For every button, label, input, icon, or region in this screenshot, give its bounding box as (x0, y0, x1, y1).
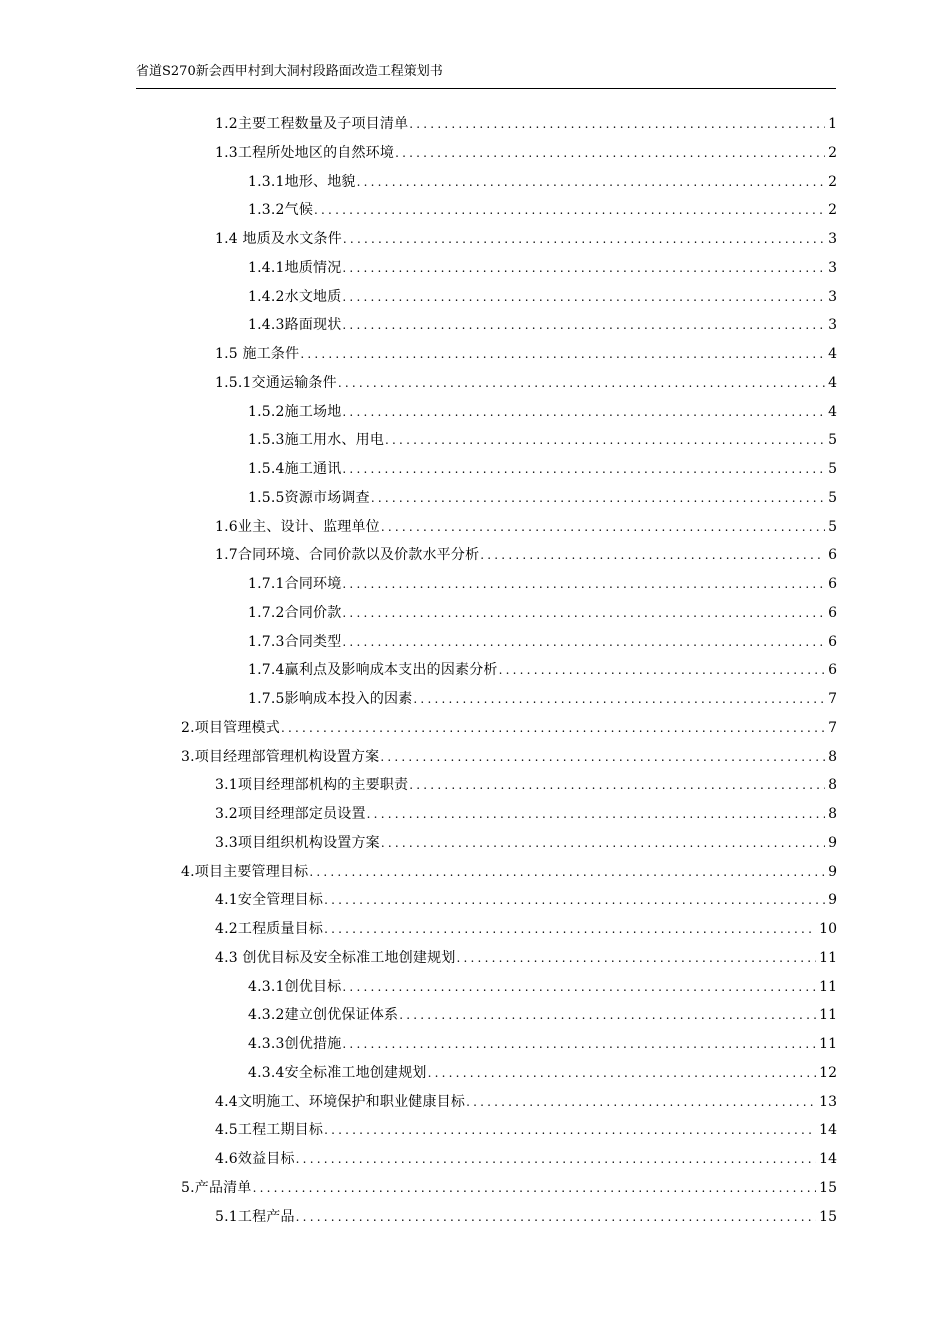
toc-entry-label: 5.产品清单 (181, 1179, 252, 1196)
dot-leader (342, 457, 825, 481)
dot-leader (342, 630, 825, 654)
toc-entry-label: 1.7.3合同类型 (248, 633, 342, 650)
toc-entry-page-number: 6 (828, 547, 837, 564)
toc-entry-label: 1.7合同环境、合同价款以及价款水平分析 (215, 547, 480, 564)
dot-leader (367, 802, 825, 826)
toc-entry-label: 4.5工程工期目标 (215, 1122, 324, 1139)
toc-entry-label: 1.5.3施工用水、用电 (248, 432, 385, 449)
toc-entry-label: 4.3 创优目标及安全标准工地创建规划 (215, 949, 456, 966)
dot-leader (342, 975, 816, 999)
toc-entry[interactable] (215, 141, 837, 165)
toc-entry[interactable] (215, 917, 837, 941)
toc-entry[interactable] (248, 572, 837, 596)
toc-entry-label: 1.3.1地形、地貌 (248, 173, 356, 190)
toc-entry-page-number: 9 (828, 834, 837, 851)
toc-entry[interactable] (215, 888, 837, 912)
toc-entry[interactable] (181, 716, 837, 740)
toc-entry-label: 3.3项目组织机构设置方案 (215, 834, 380, 851)
dot-leader (342, 1032, 816, 1056)
toc-entry[interactable] (248, 457, 837, 481)
toc-entry-page-number: 6 (828, 662, 837, 679)
toc-entry-page-number: 11 (819, 978, 837, 995)
toc-entry-page-number: 8 (828, 806, 837, 822)
toc-entry-label: 1.5.5资源市场调查 (248, 489, 370, 506)
toc-entry[interactable] (248, 658, 837, 682)
toc-entry-page-number: 14 (819, 1151, 837, 1167)
toc-entry[interactable] (215, 112, 837, 136)
toc-entry-page-number: 1 (828, 116, 837, 132)
dot-leader (342, 601, 825, 625)
dot-leader (371, 486, 825, 510)
toc-entry-page-number: 6 (828, 633, 837, 650)
dot-leader (309, 860, 825, 884)
toc-entry-label: 3.1项目经理部机构的主要职责 (215, 777, 409, 794)
dot-leader (296, 1147, 817, 1171)
toc-entry-page-number: 11 (819, 949, 837, 966)
toc-entry-page-number: 2 (828, 173, 837, 190)
dot-leader (343, 227, 825, 251)
toc-entry-page-number: 6 (828, 604, 837, 621)
toc-entry[interactable] (215, 543, 837, 567)
toc-entry-page-number: 7 (828, 719, 837, 736)
toc-entry-label: 4.6效益目标 (215, 1151, 295, 1167)
dot-leader (281, 716, 825, 740)
toc-entry[interactable] (248, 687, 837, 711)
toc-entry[interactable] (181, 745, 837, 769)
page-header (136, 62, 836, 89)
toc-entry-page-number: 4 (828, 403, 837, 420)
toc-entry-page-number: 3 (828, 288, 837, 305)
toc-entry-label: 3.2项目经理部定员设置 (215, 806, 366, 822)
dot-leader (380, 745, 825, 769)
toc-entry-label: 4.项目主要管理目标 (181, 863, 309, 880)
dot-leader (300, 342, 825, 366)
toc-entry-label: 4.3.4安全标准工地创建规划 (248, 1064, 427, 1081)
toc-entry[interactable] (248, 400, 837, 424)
toc-entry[interactable] (248, 256, 837, 280)
toc-entry-label: 1.5.2施工场地 (248, 403, 342, 420)
toc-entry[interactable] (215, 773, 837, 797)
toc-entry[interactable] (248, 630, 837, 654)
dot-leader (480, 543, 825, 567)
toc-entry-page-number: 10 (819, 921, 837, 937)
toc-entry[interactable] (215, 515, 837, 539)
toc-entry[interactable] (248, 1061, 837, 1085)
document-title: 省道S270新会西甲村到大洞村段路面改造工程策划书 (136, 64, 443, 79)
toc-entry[interactable] (215, 1147, 837, 1171)
dot-leader (381, 515, 825, 539)
toc-entry-page-number: 5 (828, 489, 837, 506)
toc-entry[interactable] (215, 802, 837, 826)
dot-leader (342, 400, 825, 424)
toc-entry[interactable] (215, 227, 837, 251)
dot-leader (357, 170, 825, 194)
toc-entry-page-number: 15 (819, 1208, 837, 1225)
toc-entry-label: 4.2工程质量目标 (215, 921, 324, 937)
toc-entry-page-number: 12 (819, 1064, 837, 1081)
toc-entry-label: 4.4文明施工、环境保护和职业健康目标 (215, 1093, 466, 1110)
toc-entry-page-number: 3 (828, 231, 837, 247)
toc-entry-page-number: 8 (828, 777, 837, 794)
toc-entry-label: 3.项目经理部管理机构设置方案 (181, 748, 380, 765)
toc-entry-page-number: 4 (828, 346, 837, 362)
toc-entry-page-number: 5 (828, 461, 837, 477)
toc-entry[interactable] (181, 1176, 837, 1200)
toc-entry-label: 1.5.1交通运输条件 (215, 374, 337, 391)
toc-entry-label: 1.7.4赢利点及影响成本支出的因素分析 (248, 662, 498, 679)
dot-leader (499, 658, 825, 682)
toc-entry[interactable] (215, 1205, 837, 1229)
toc-entry-label: 4.3.2建立创优保证体系 (248, 1007, 399, 1024)
dot-leader (399, 1003, 816, 1027)
toc-entry[interactable] (248, 285, 837, 309)
dot-leader (324, 917, 816, 941)
toc-entry-page-number: 8 (828, 748, 837, 765)
toc-entry[interactable] (215, 1090, 837, 1114)
toc-entry-page-number: 2 (828, 202, 837, 219)
toc-entry[interactable] (181, 860, 837, 884)
toc-entry[interactable] (248, 486, 837, 510)
dot-leader (385, 428, 825, 452)
toc-entry-label: 1.7.2合同价款 (248, 604, 342, 621)
toc-entry-page-number: 15 (819, 1179, 837, 1196)
dot-leader (314, 198, 825, 222)
toc-entry-label: 1.6业主、设计、监理单位 (215, 518, 380, 535)
toc-entry-page-number: 7 (828, 691, 837, 707)
toc-entry-page-number: 5 (828, 518, 837, 535)
dot-leader (413, 687, 825, 711)
toc-entry[interactable] (215, 946, 837, 970)
toc-entry[interactable] (248, 198, 837, 222)
toc-entry-page-number: 11 (819, 1036, 837, 1052)
toc-entry[interactable] (248, 1032, 837, 1056)
dot-leader (457, 946, 817, 970)
dot-leader (342, 285, 825, 309)
toc-entry-label: 5.1工程产品 (215, 1208, 295, 1225)
toc-entry[interactable] (248, 313, 837, 337)
toc-entry-label: 1.4.3路面现状 (248, 317, 342, 334)
dot-leader (409, 773, 825, 797)
dot-leader (342, 572, 825, 596)
toc-entry-page-number: 5 (828, 432, 837, 449)
toc-entry[interactable] (248, 1003, 837, 1027)
toc-entry-label: 4.1安全管理目标 (215, 892, 324, 909)
toc-entry-label: 1.4.2水文地质 (248, 288, 342, 305)
toc-entry-page-number: 3 (828, 317, 837, 334)
toc-entry[interactable] (215, 371, 837, 395)
dot-leader (296, 1205, 817, 1229)
dot-leader (342, 313, 825, 337)
toc-entry-label: 1.3.2气候 (248, 202, 314, 219)
toc-entry-page-number: 13 (819, 1093, 837, 1110)
dot-leader (253, 1176, 817, 1200)
toc-entry-page-number: 9 (828, 863, 837, 880)
toc-entry-page-number: 14 (819, 1122, 837, 1139)
dot-leader (338, 371, 825, 395)
dot-leader (342, 256, 825, 280)
toc-entry-label: 2.项目管理模式 (181, 719, 280, 736)
toc-entry-page-number: 9 (828, 892, 837, 909)
toc-entry-label: 1.7.1合同环境 (248, 576, 342, 592)
toc-entry-label: 1.4.1地质情况 (248, 259, 342, 276)
toc-entry-page-number: 3 (828, 259, 837, 276)
dot-leader (324, 1118, 816, 1142)
toc-entry[interactable] (248, 428, 837, 452)
toc-entry-page-number: 6 (828, 576, 837, 592)
dot-leader (381, 831, 825, 855)
toc-entry-label: 1.2主要工程数量及子项目清单 (215, 116, 409, 132)
toc-entry[interactable] (215, 831, 837, 855)
toc-entry[interactable] (248, 601, 837, 625)
dot-leader (466, 1090, 816, 1114)
toc-entry[interactable] (248, 975, 837, 999)
dot-leader (324, 888, 825, 912)
toc-entry[interactable] (215, 1118, 837, 1142)
dot-leader (428, 1061, 817, 1085)
toc-entry-page-number: 4 (828, 374, 837, 391)
toc-entry-page-number: 11 (819, 1007, 837, 1024)
toc-entry-label: 4.3.3创优措施 (248, 1036, 342, 1052)
toc-entry-label: 1.5.4施工通讯 (248, 461, 342, 477)
toc-entry-label: 1.5 施工条件 (215, 346, 300, 362)
dot-leader (395, 141, 825, 165)
toc-entry-label: 1.4 地质及水文条件 (215, 231, 342, 247)
toc-entry-page-number: 2 (828, 144, 837, 161)
dot-leader (409, 112, 825, 136)
toc-entry-label: 1.7.5影响成本投入的因素 (248, 691, 413, 707)
toc-entry[interactable] (248, 170, 837, 194)
toc-entry-label: 1.3工程所处地区的自然环境 (215, 144, 395, 161)
toc-entry[interactable] (215, 342, 837, 366)
toc-entry-label: 4.3.1创优目标 (248, 978, 342, 995)
